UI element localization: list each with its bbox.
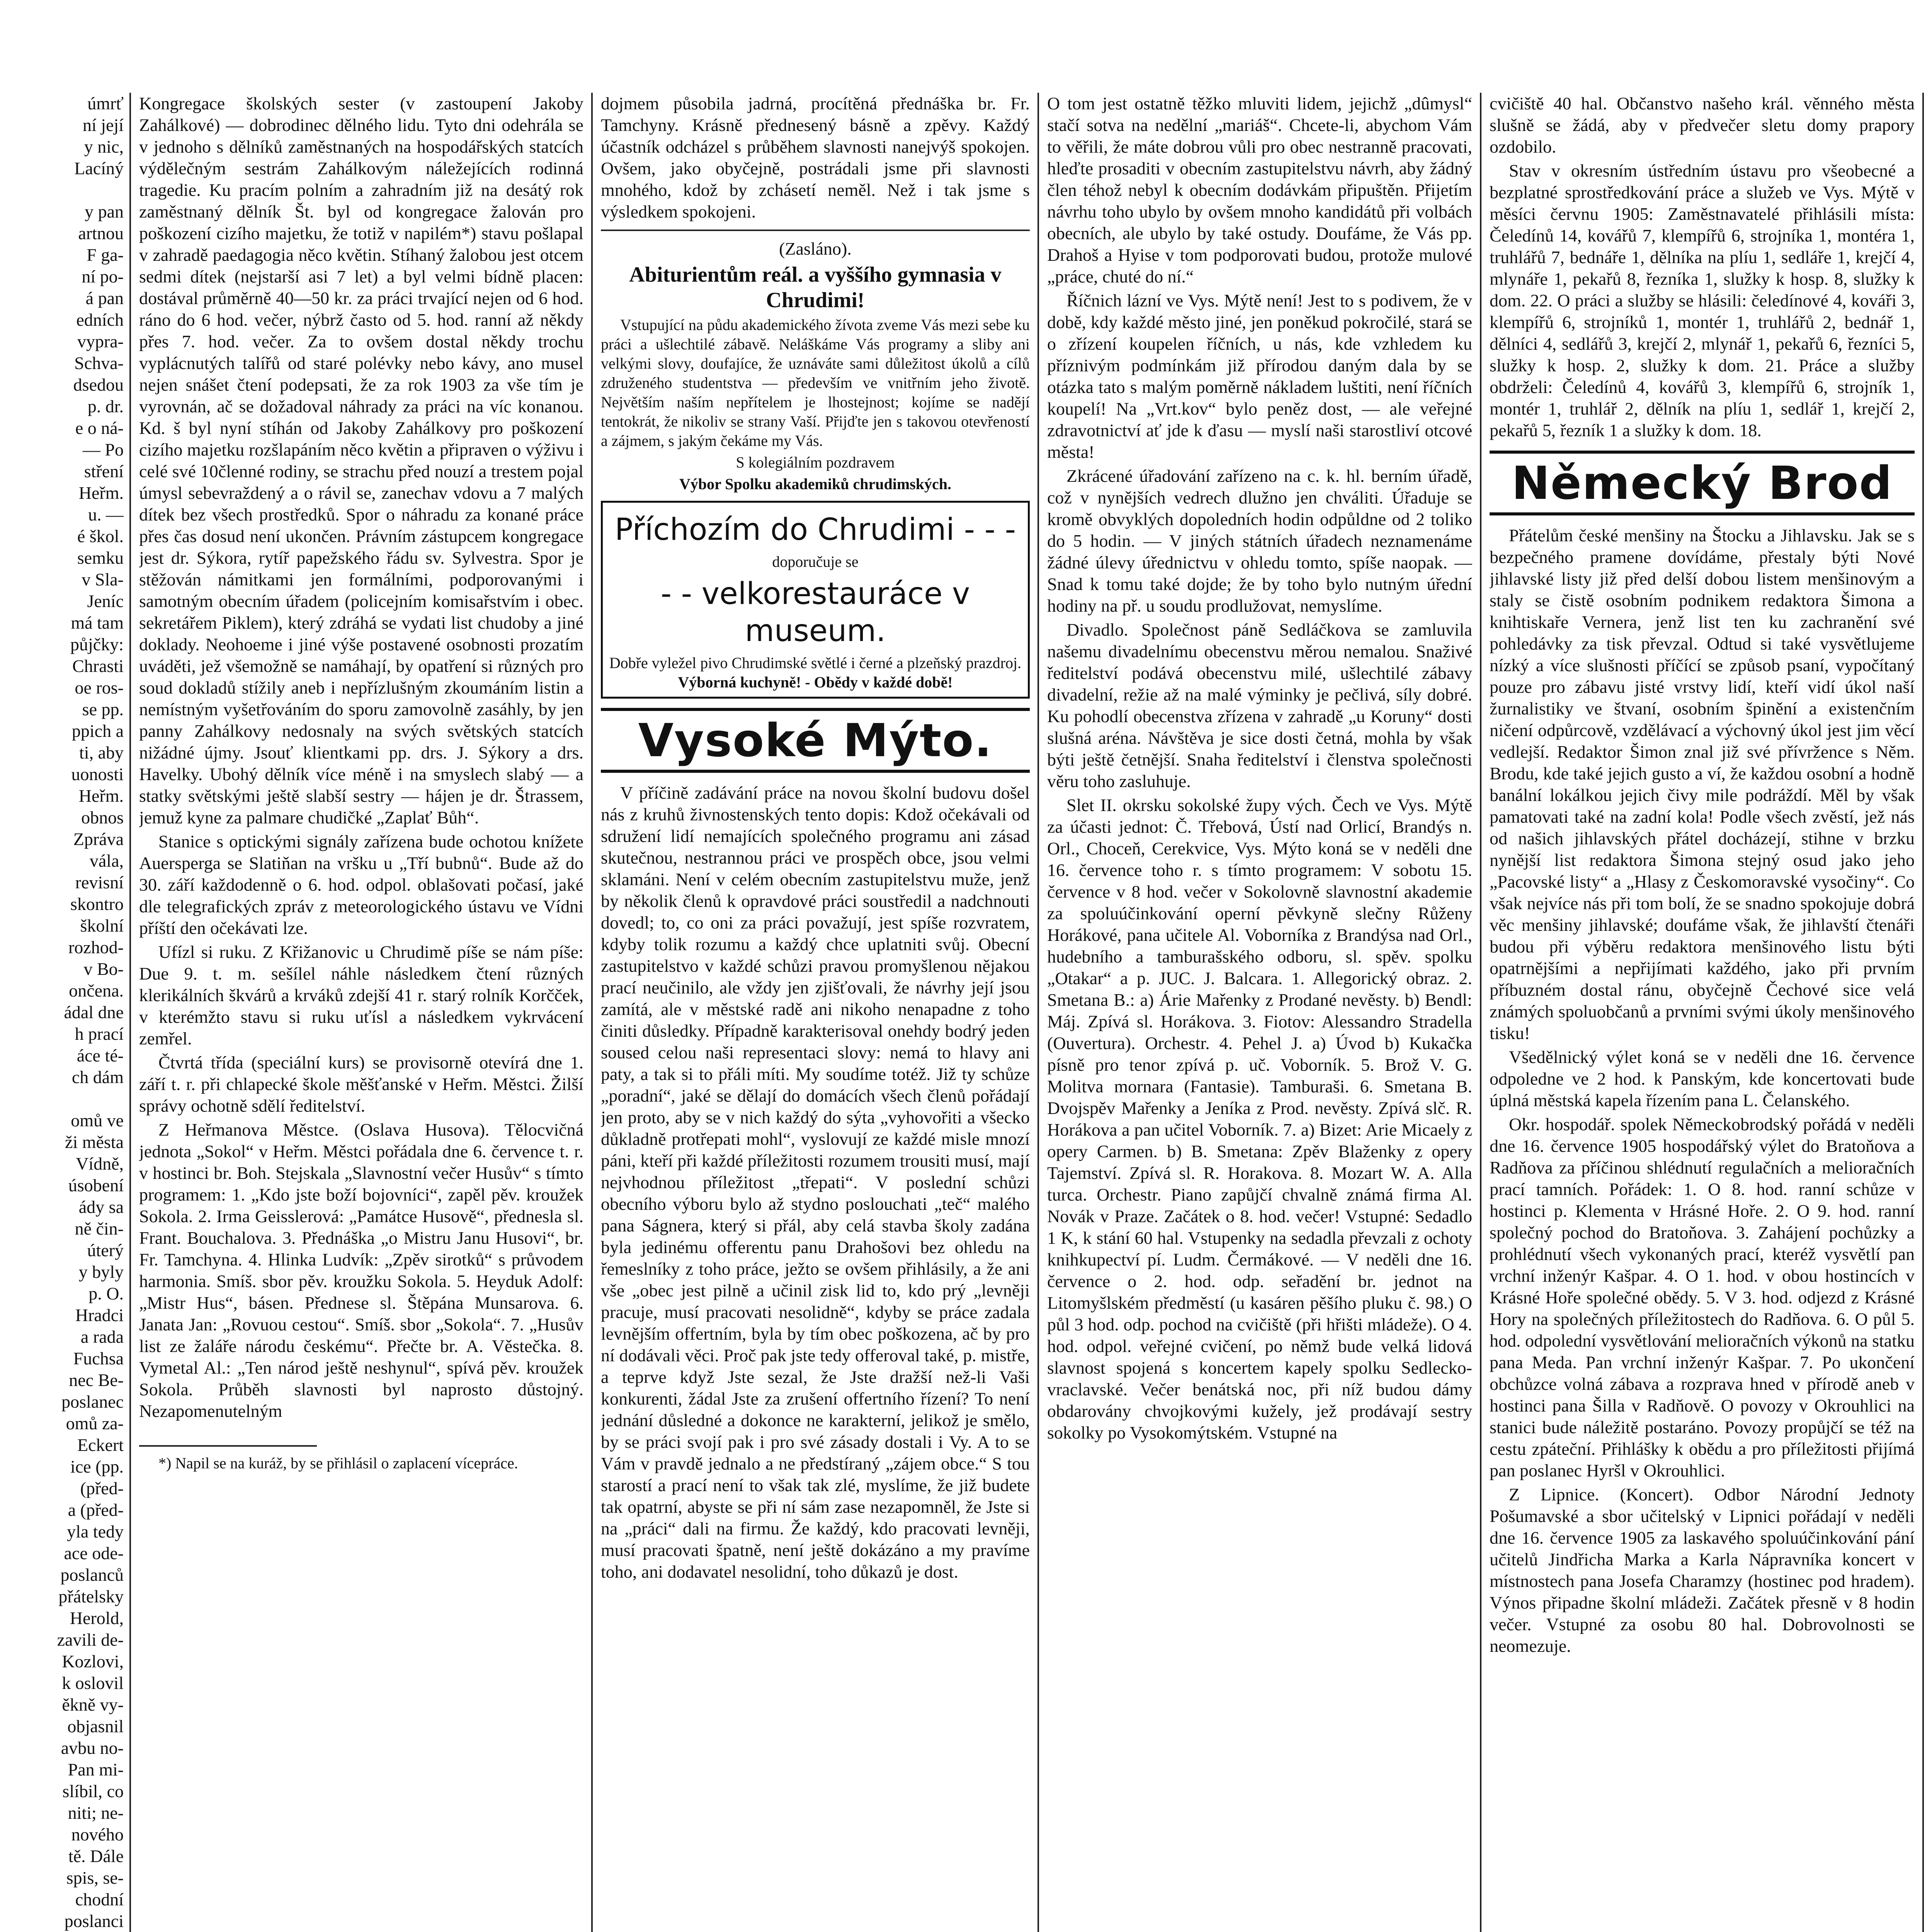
left-strip-line: poslanec <box>61 1392 124 1412</box>
left-strip-line: půjčky: <box>70 634 124 654</box>
ad-line-2: doporučuje se <box>772 553 859 570</box>
column-divider-4 <box>1922 93 1924 1932</box>
left-strip-line: Chrasti <box>72 656 124 676</box>
left-strip-line: u. — <box>88 505 124 524</box>
article-z-lipnice: Z Lipnice. (Koncert). Odbor Národní Jednoty Pošumavské a sbor učitelský v Lipnici pořádají v neděli dne 16. července 1905 za laskavého spoluúčinkování pání učitelů Jindřicha Marka a Karla Nápravníka koncert v místnostech pana Josefa Charamzy (hostinec pod hradem). Výnos připadne školní mládeži. Začátek přesně v 8 hodin večer. Vstupné za osobu 80 hal. Dobrovolnosti se neomezuje. <box>1490 1485 1915 1656</box>
left-strip-line: é škol. <box>77 526 124 546</box>
article-pratelum-ceske-mensiny: Přátelům české menšiny na Štocku a Jihlavsku. Jak se s bezpečného pramene dovídáme, přestaly býti Nové jihlavské listy již před delší dobou listem menšinovým a staly se čistě osobním podnikem redaktora Šimona a knihtiskaře Vernera, jenž list ten ku zachranění své pohledávky za tisk převzal. Odtud si také vysvětlujeme nízký a více slušnosti příčící se způsob psaní, vypočítaný pouze pro zábavu jisté vrstvy lidí, kteří vidí úkol naší žurnalistiky ve štvaní, osobním špinění a existenčním ničení odpůrcově, vzdělávací a výchovný úkol jest jim věcí vedlejší. Redaktor Šimon znal již své přívržence s Něm. Brodu, kde také jejich gusto a ví, že každou osobní a hodně banální lokálkou jejich čivy mile podráždí. Měl by však pamatovati také na zadní kola! Podle všech zvěstí, jež nás od našich jihlavských přátel docházejí, stihne v brzku nynější list redaktora Šimona stejný osud jako jeho „Pacovské listy“ a „Hlasy z Českomoravské vysočiny“. Co však nejvíce nás při tom bolí, že se snadno spokojuje dobrá věc menšiny jihlavské; doufáme však, že jihlavští čtenáři budou při výběru redaktora menšinového listu býti opatrnějšími a nepřijímati každého, jako při prvním příbuzném dostal ránu, obyčejně Čechové sice velá známých spoluobčanů a prvními svými úkoly menšinového tisku! <box>1490 526 1915 1043</box>
left-strip-line: uonosti <box>71 764 124 784</box>
article-continuation-2: O tom jest ostatně těžko mluviti lidem, jejichž „dûmysl“ stačí sotva na nedělní „mariáš“. Chcete-li, abychom Vám to věřili, že máte dobrou vůli pro obec nestranně pracovati, hleďte prosaditi v obecním zastupitelstvu návrh, aby žádný člen téhož nebyl k obecním dodávkám připuštěn. Přijetím návrhu toho ubylo by ovšem mnoho kandidátů při volbách obecních, ale ubylo by také ostudy. Doufáme, že Vás pp. Drahoš a Hyise v tom podporovati budou, protože mulové „práce, chuté do ní.“ <box>1047 94 1472 286</box>
left-strip-line: niti; ne- <box>68 1803 124 1823</box>
article-stav-ustavu: Stav v okresním ústředním ústavu pro všeobecné a bezplatné sprostředkování práce a služeb ve Vys. Mýtě v měsíci červnu 1905: Zaměstnavatelé přihlásili místa: Čeledínů 14, kovářů 7, klempířů 6, strojníka 1, montéra 1, truhlářů 7, bednáře 1, dělníka na plíu 1, sedláře 1, krejčí 4, mlynáře 1, pekařů 8, řezníka 1, služky k hosp. 8, služky k dom. 22. O práci a služby se hlásili: čeledínové 4, kováři 3, klempířů 6, strojníků 1, montér 1, truhlářů 2, bednář 1, dělníci 4, sedlářů 3, krejčí 2, mlynář 1, pekařů 6, řezníci 5, služky k hosp. 2, služky k dom. 21. Práce a služby obdrželi: Čeledínů 4, kovářů 3, klempířů 6, strojník 1, montér 1, truhlář 2, dělník na plíu 1, sedlář 1, krejčí 2, pekařů 5, řezník 1 a služky k dom. 18. <box>1490 161 1915 440</box>
ad-line-1: Příchozím do Chrudimi - - - <box>615 512 1016 547</box>
left-strip-line: v Bo- <box>83 959 124 979</box>
left-strip-line: stření <box>84 461 124 481</box>
abiturient-signature: Výbor Spolku akademiků chrudimských. <box>679 475 951 493</box>
left-strip-line: e o ná- <box>75 418 124 438</box>
left-strip-line: Zpráva <box>73 829 124 849</box>
left-strip-line: zavili de- <box>57 1630 124 1650</box>
left-strip-line: úsobení <box>68 1175 124 1195</box>
article-ctvrta-trida: Čtvrtá třída (speciální kurs) se provisorně otevírá dne 1. září t. r. při chlapecké škole měšťanské v Heřm. Městci. Žilší správy ochotně sdělí ředitelství. <box>139 1053 583 1116</box>
left-strip-line: h prací <box>75 1024 124 1044</box>
zaslano-label: (Zasláno). <box>779 239 852 259</box>
left-cropped-column <box>0 93 124 1932</box>
left-strip-line: Vídně, <box>76 1154 124 1173</box>
article-vsedelnicky-vylet: Všedělnický výlet koná se v neděli dne 16. července odpoledne ve 2 hod. k Panským, kde koncertovati bude úplná městská kapela řízením pana L. Čelanského. <box>1490 1047 1915 1110</box>
left-strip-line: revisní <box>75 872 124 892</box>
column-4 <box>1490 93 1915 1932</box>
left-strip-line: p. dr. <box>87 396 124 416</box>
left-strip-line: nového <box>71 1825 124 1844</box>
left-strip-line: Kozlovi, <box>62 1651 124 1671</box>
left-strip-line: áce té- <box>77 1046 124 1065</box>
left-strip-line: a (před- <box>68 1500 124 1520</box>
left-strip-line: p. O. <box>88 1284 124 1303</box>
left-strip-line: rozhod- <box>68 937 124 957</box>
left-strip-line: úterý <box>87 1240 124 1260</box>
left-strip-line: přátelsky <box>58 1587 124 1606</box>
left-strip-line: Heřm. <box>78 483 124 503</box>
left-strip-line: k oslovil <box>62 1673 124 1693</box>
left-strip-line: chodní <box>75 1889 124 1909</box>
article-hermanuv-mestec: Z Heřmanova Městce. (Oslava Husova). Tělocvičná jednota „Sokol“ v Heřm. Městci pořádala dne 6. července t. r. v hostinci br. Boh. Stejskala „Slavnostní večer Husův“ s tímto programem: 1. „Kdo jste boží bojovníci“, zapěl pěv. kroužek Sokola. 2. Irma Geisslerová: „Památce Husově“, přednesla sl. Frant. Bouchalova. 3. Přednáška „o Mistru Janu Husovi“, br. Fr. Tamchyna. 4. Hlinka Ludvík: „Zpěv sirotků“ s průvodem harmonia. Smíš. sbor pěv. kroužku Sokola. 5. Heyduk Adolf: „Mistr Hus“, básen. Přednese sl. Štěpána Munsarova. 6. Janata Jan: „Rovuou cestou“. Smíš. sbor „Sokola“. 7. „Husův list ze žaláře národu českému“. Přečte br. A. Věstečka. 8. Vymetal Al.: „Ten národ ještě neshynul“, spívá pěv. kroužek Sokola. Průběh slavnosti byl naprosto důstojný. Nezapomenutelným <box>139 1120 583 1421</box>
article-continuation: dojmem působila jadrná, procítěná přednáška br. Fr. Tamchyny. Krásně přednesený básně a zpěvy. Každý účastník odcházel s průběhem slavnosti nanejvýš spokojen. Ovšem, jako obyčejně, postrádali jsme při slavnosti mnohého, kdož by zchásetí neměl. Než i tak jsme s výsledkem spokojeni. <box>601 94 1030 221</box>
left-strip-line: obnos <box>81 808 124 827</box>
footnote: *) Napil se na kuráž, by se přihlásil o zaplacení vícepráce. <box>158 1454 518 1472</box>
article-hospodarsky-spolek: Okr. hospodář. spolek Německobrodský pořádá v neděli dne 16. července 1905 hospodářský výlet do Bratoňova a Radňova za příčinou shlédnutí regulačních a melioračních prací tamních. Pořádek: 1. O 8. hod. ranní schůze v hostinci p. Klementa v Hrásné Hoře. 2. O 9. hod. ranní společný pochod do Bratoňova. 3. Zahájení pochůzky a prohlédnutí všech vykonaných prací, kteréž vysvětlí pan vrchní inženýr Kašpar. 4. O 1. hod. v obou hostincích v Krásné Hoře společné obědy. 5. V 3. hod. odjezd z Krásné Hory na společných příležitostech do Radňova. 6. O půl 5. hod. odpolední vysvětlování melioračních výkonů na statku pana Meda. Pan vrchní inženýr Kašpar. 7. Po ukončení obchůzce volná zábava a rozprava hned v přírodě aneb v hostinci pana Šilla v Radňově. O povozy v Okrouhlici na stanici bude náležitě postaráno. Povozy propůjčí se též na cestu zpáteční. Přihlášky k obědu a pro příležitosti přijímá pan poslanec Hyršl v Okrouhlici. <box>1490 1114 1915 1480</box>
left-strip-line: ěkně vy- <box>62 1695 124 1714</box>
left-strip-line: omů za- <box>66 1413 124 1433</box>
article-ricni-lazne: Říčnich lázní ve Vys. Mýtě není! Jest to s podivem, že v době, kdy každé město jiné, jen poněkud pokročilé, stará se o zřízení koupelen říčních, u nás, kde vzhledem ku příznivým podmínkám již přírodou daným dala by se otázka tato s malým poměrně nákladem luštiti, není říčních koupelí! Na „Vrt.kov“ bylo peněz dost, — ale veřejné zdravotnictví ať jde k ďasu — myslí naši starostliví otcové města! <box>1047 291 1472 462</box>
column-3 <box>1047 93 1472 1932</box>
left-strip-line: vála, <box>89 851 124 871</box>
left-strip-line: Schva- <box>74 353 124 373</box>
left-strip-line: školní <box>80 916 124 935</box>
left-strip-line: Fuchsa <box>73 1349 124 1368</box>
article-slet-sokolske-zupy: Slet II. okrsku sokolské župy vých. Čech ve Vys. Mýtě za účasti jednot: Č. Třebová, Ústí nad Orlicí, Brandýs n. Orl., Choceň, Cerekvice, Vys. Mýto koná se v neděli dne 16. července toho r. s tímto programem: V sobotu 15. července v 8 hod. večer v Sokolovně slavnostní akademie za spoluúčinkování operní pěvkyně slečny Růženy Horákové, pana učitele Al. Voborníka z Brandýsa nad Orl., hudebního a tamburašského odboru, sl. spěv. spolku „Otakar“ a p. JUC. J. Balcara. 1. Allegorický obraz. 2. Smetana B.: a) Árie Mařenky z Prodané nevěsty. b) Bendl: Máj. Zpívá sl. Horákova. 3. Fiotov: Alessandro Stradella (Ouvertura). Orchestr. 4. Pehel J. a) Úvod b) Kukačka písně pro tenor zpívá p. uč. Voborník. 5. Brož V. G. Molitva mornara (Fantasie). Tamburaši. 6. Smetana B. Dvojspěv Mařenky a Jeníka z Prod. nevěsty. Zpívá slč. R. Horákova a pan učitel Voborník. 7. a) Bizet: Arie Micaely z opery Carmen. b) B. Smetana: Zpěv Blaženky z opery Tajemství. Zpívá sl. R. Horakova. 8. Mozart W. A. Alla turca. Orchestr. Piano zapůjčí chvalně známá firma Al. Novák v Praze. Začátek o 8. hod. večer! Vstupné: Sedadlo 1 K, k stání 60 hal. Vstupenky na sedadla převzali z ochoty knihkupectví pí. Ludm. Čermákové. — V neděli dne 16. července o 2. hod. odp. seřadění br. jednot na Litomyšlském předměstí (u kasáren pěšího pluku č. 98.) O půl 3 hod. odp. pochod na cvičiště (při hřišti mládeže). O 4. hod. odpol. veřejné cvičení, po němž bude velká lidová slavnost spojená s koncertem kapely spolku Sedlecko-vraclavské. Večer benátská noc, při níž budou dámy obdarovány chvojkovými kužely, jež prodávají sestry sokolky po Vysokomýtském. Vstupné na <box>1047 795 1472 1442</box>
left-strip-line: F ga- <box>87 245 124 265</box>
article-zkracene-uradovani: Zkrácené úřadování zařízeno na c. k. hl. berním úřadě, což v nynějších vedrech dlužno jen chváliti. Úřaduje se kromě obvyklých dopoledních hodin odpůldne od 2 toliko do 5 hodin. — V jiných státních úřadech neznamenáme žádné úlevy úřednictvu v ohledu tomto, spíše naopak. — Snad k tomu také dojde; že by toho bylo nutným úřední hodiny na př. u soudu prodlužovat, nemyslíme. <box>1047 466 1472 616</box>
left-strip-line: Pan mi- <box>68 1760 124 1779</box>
left-strip-line: — Po <box>82 440 124 459</box>
left-strip-line: oe ros- <box>75 678 124 697</box>
column-divider-1 <box>591 93 593 1932</box>
abiturient-greeting: S kolegiálním pozdravem <box>736 454 895 471</box>
left-strip-line: ní po- <box>82 267 124 286</box>
left-strip-line: yla tedy <box>67 1522 124 1541</box>
left-strip-line: ice (pp. <box>70 1457 124 1476</box>
column-2 <box>601 93 1030 1932</box>
left-strip-line: ády sa <box>78 1197 124 1217</box>
ad-line-5: Výborná kuchyně! - Obědy v každé době! <box>678 673 953 691</box>
left-strip-line: má tam <box>71 613 124 633</box>
left-strip-line: slíbil, co <box>62 1781 124 1801</box>
left-strip-line: avbu no- <box>61 1738 124 1758</box>
left-strip-line: Jeníc <box>87 591 124 611</box>
left-strip-line: artnou <box>78 223 124 243</box>
footnote-rule <box>139 1445 317 1447</box>
left-strip-line <box>0 179 124 201</box>
left-strip-line: se pp. <box>82 699 124 719</box>
left-strip-line: úmrť <box>87 94 124 113</box>
abiturient-title: Abiturientům reál. a vyššího gymnasia v Chrudimi! <box>629 263 1002 312</box>
left-strip-line: poslanců <box>60 1565 124 1585</box>
left-strip-line: y pan <box>85 202 124 221</box>
left-strip-line: semku <box>77 548 124 568</box>
article-kongregace: Kongregace školských sester (v zastoupení Jakoby Zahálkové) — dobrodinec dělného lidu. Tyto dni odehrála se v jednoho s dělníků zaměstnaných na hospodářských statcích výdělečným sestrám Zahálkovým náležejících rodinná tragedie. Ku pracím polním a zahradním již na desátý rok zaměstnaný dělník Št. byl od kongregace žalován pro poškození cizího majetku, že totiž v napilém*) stavu pošlapal v zahradě paedagogia něco květin. Stíhaný žalobou jest otcem sedmi dítek (nejstarší asi 7 let) a byl velmi bídně placen: dostával průměrně 40—50 kr. za práci trvající nejen od 6 hod. ráno do 6 hod. večer, nýbrž často od 5. hod. ranní až někdy přes 7. hod. večer. Za to ovšem dostal někdy trochu vyplácnutých talířů od staré polévky nebo kávy, ano musel nejen snášet čtení podepsati, že za rok 1903 za vše tím je vyrovnán, ač se dožadoval náhrady za práci na víc konanou. Kd. š byl nyní stíhán od Jakoby Zahálkovy pro poškození cizího majetku rozšlapáním něco květin a připraven o výživu i celé své 10členné rodiny, se strachu před nouzí a trestem pojal úmysl sebevraždený a o rávil se, zanechav vdovu a 7 malých dítek bez všech prostředků. Spor o náhradu za konané práce přes čas dosud není ukončen. Právním zástupcem kongregace jest dr. Sýkora, rytíř papežského řádu sv. Sylvestra. Spor je stěžován námitkami jen formálními, podporovanými i samotným obecním úřadem (policejním komisařstvím i obec. sekretářem Piklem), který zdráhá se vydati list chudoby a jiné doklady. Neohoeme i jiné výše postavené osobnosti prozatím uváděti, jež všemožně se namáhají, by opatření si různých pro soud dokladů stížily aneb i nepřízlušným zkoumáním listin a nemístným vyšetřováním do sporu zamovolně zasáhly, by jen panny Zahálkovy nedosnaly na svých světských statcích nižádné újmy. Jsouť klientkami pp. drs. J. Sýkory a drs. Havelky. Ubohý dělník více méně i na smyslech slabý — a statky světskými ještě slabší sestry — hájen je dr. Štrassem, jemuž kyne za palmare chudičké „Zaplať Bůh“. <box>139 94 583 827</box>
left-strip-line: tě. Dále <box>68 1846 124 1866</box>
left-strip-line: poslanci <box>64 1911 124 1931</box>
article-continuation-3: cvičiště 40 hal. Občanstvo našeho král. věnného města slušně se žádá, aby v předvečer sletu domy prapory ozdobilo. <box>1490 94 1915 156</box>
left-strip-line: nec Be- <box>69 1370 124 1390</box>
left-strip-line: ži města <box>65 1132 124 1152</box>
abiturient-body: Vstupující na půdu akademického žívota zveme Vás mezi sebe ku práci a ušlechtilé zábavě. Neláškáme Vás programy a sliby ani velkými slovy, doufajíce, že uznáváte sami důležitost úkolů a cílů združeného studentstva — především ve vnitřním jeho životě. Největším naším nepřítelem je lhostejnost; kojíme se nadějí tentokrát, že nikoliv se strany Vaší. Přijďte jen s takovou otevřeností a zájmem, s jakým čekáme my Vás. <box>601 316 1030 449</box>
left-strip-line: ončena. <box>69 981 124 1000</box>
left-strip-line: y byly <box>78 1262 124 1282</box>
left-strip-line: (před- <box>80 1478 124 1498</box>
ad-line-4: Dobře vyležel pivo Chrudimské světlé i černé a plzeňský prazdroj. <box>609 654 1022 672</box>
left-strip-line: edních <box>76 310 124 330</box>
left-strip-line: ně čin- <box>75 1219 124 1238</box>
left-strip-line: objasnil <box>67 1716 124 1736</box>
article-stanice: Stanice s optickými signály zařízena bude ochotou knížete Auersperga se Slatiňan na vršku u „Tří bubnů“. Bude až do 30. září každodenně o 6. hod. odpol. oblašovati počasí, jaké dle telegrafických zpráv z meteorologického ústavu ve Vídni příští den očekávati lze. <box>139 832 583 938</box>
left-strip-line: ádal dne <box>64 1002 124 1022</box>
restaurant-advertisement <box>601 501 1030 699</box>
article-ufizl: Ufízl si ruku. Z Křižanovic u Chrudimě píše se nám píše: Due 9. t. m. sešílel náhle následkem čtení různých klerikálních škvárů a krváků zdejší 41 r. starý rolník Korčček, v kterémžto stavu si ruku uťísl a následkem vykrvácení zemřel. <box>139 942 583 1048</box>
left-strip-line: Hradci <box>75 1305 124 1325</box>
left-strip-line: dsedou <box>73 375 124 395</box>
section-heading-nemecky-brod: Německý Brod <box>1490 451 1915 515</box>
left-strip-line: v Sla- <box>82 570 124 589</box>
ad-line-3: - - velkorestauráce v museum. <box>660 577 970 648</box>
article-divadlo: Divadlo. Společnost páně Sedláčkova se zamluvila našemu divadelnímu obecenstvu měrou nemalou. Snaživé ředitelství podává obecenstvu milé, ušlechtilé zábavy divadelní, režie až na malé výminky je pečlivá, síly dobré. Ku pohodlí obecenstva zřízena v zahradě „u Koruny“ dosti slušná aréna. Návštěva je sice dosti četná, mohla by však býti ještě četnější. Snaha ředitelství i členstva společnosti věru toho zasluhuje. <box>1047 620 1472 791</box>
left-strip-line: spis, se- <box>66 1868 124 1888</box>
left-strip-line: omů ve <box>71 1111 124 1130</box>
left-strip-line: ppich a <box>71 721 124 741</box>
section-heading-vysoke-myto: Vysoké Mýto. <box>601 708 1030 773</box>
column-divider-2 <box>1037 93 1039 1932</box>
left-strip-line: Eckert <box>77 1435 124 1455</box>
left-strip-line: vypra- <box>77 332 124 351</box>
left-strip-line: ace ode- <box>64 1543 124 1563</box>
column-1 <box>139 93 583 1932</box>
section-rule <box>601 230 1030 231</box>
left-strip-line: ch dám <box>71 1067 124 1087</box>
left-strip-line <box>0 1088 124 1110</box>
left-strip-line: ní její <box>82 115 124 135</box>
left-strip-line: Heřm. <box>78 786 124 806</box>
left-strip-line: Herold, <box>70 1608 124 1628</box>
left-strip-line: ti, aby <box>79 743 124 762</box>
left-strip-line: á pan <box>85 288 124 308</box>
left-strip-line: a rada <box>80 1327 124 1347</box>
left-strip-line: skontro <box>70 894 124 914</box>
left-strip-line: Lacíný <box>74 158 124 178</box>
left-strip-line: y nic, <box>84 137 124 156</box>
column-divider-0 <box>129 93 131 1932</box>
column-divider-3 <box>1480 93 1481 1932</box>
article-zadavani-prace: V příčině zadávání práce na novou školní budovu došel nás z kruhů živnostenských tento dopis: Kdož očekávali od sdružení lidí nemajících společného programu ani zásad skutečnou, nestrannou práci ve prospěch obce, jsou velmi sklamáni. Není v celém obecním zastupitelstvu muže, jenž by několik členů k opravdové práci soustředil a nadchnouti dovedl; to, co oni za práci považují, jest spíše rozvratem, kdyby tolik rozumu a každý chce uplatniti svůj. Obecní zastupitelstvo v každé schůzi pravou promyšlenou nějakou prací neučinilo, ale vždy jen zjišťovali, že návrhy její jsou zamítá, ale v městské radě ani nikoho nenapadne z toho činiti důsledky. Případně karakterisoval onehdy bodrý jeden soused celou naši representaci slovy: nemá to hlavy ani paty, a tak si to přáli míti. My soudíme totéž. Již ty schůze „poradní“, jaké se dělají do domácích všech členů pořádají jen proto, aby se v nich každý do sýta „vyhovořiti a všecko důkladně protřepati mohl“, vyslovují ze každé misle mnozí páni, kteří při každé příležitosti rozumem trousiti musí, mají nejvhodnou příležitost „třepati“. V poslední schůzi obecního výboru bylo až stydno poslouchati „teč“ malého pana Ságnera, který si přál, aby celá stavba školy zadána byla jedinému offerentu panu Drahošovi bez ohledu na řemeslníky z toho práce, ježto se ovšem přihlásily, a že ani vše „obec jest pilně a učinil zisk lid to, kdo prý „levněji pracuje, musí pracovati nesolidně“, kdyby se práce zadala levnějším offertním, byla by tím obec poškozena, ač by pro ní dodávali věci. Proč pak jste tedy offeroval také, p. mistře, a teprve když Jste sezal, že Jste dražší než-li Vaši konkurenti, žádal Jste za zrušení offertního řízení? To není jednání důsledné a dokonce ne karakterní, jelikož je smělo, by se práci svojí pak i pro své zásady dostali i Vy. A to se Vám v pravdě jednalo a ne předstíraný „zájem obce.“ S tou starostí a prací není to však tak zlé, myslíme, že již budete tak opatrní, abyste se při ní sám zase nezapomněl, že Jste si na „práci“ dali na firmu. Že každý, kdo pracovati levněji, musí pracovati špatně, není ještě dokázáno a my pravíme toho, ani dodavatel nesolidní, toho důkazů je dost. <box>601 783 1030 1582</box>
